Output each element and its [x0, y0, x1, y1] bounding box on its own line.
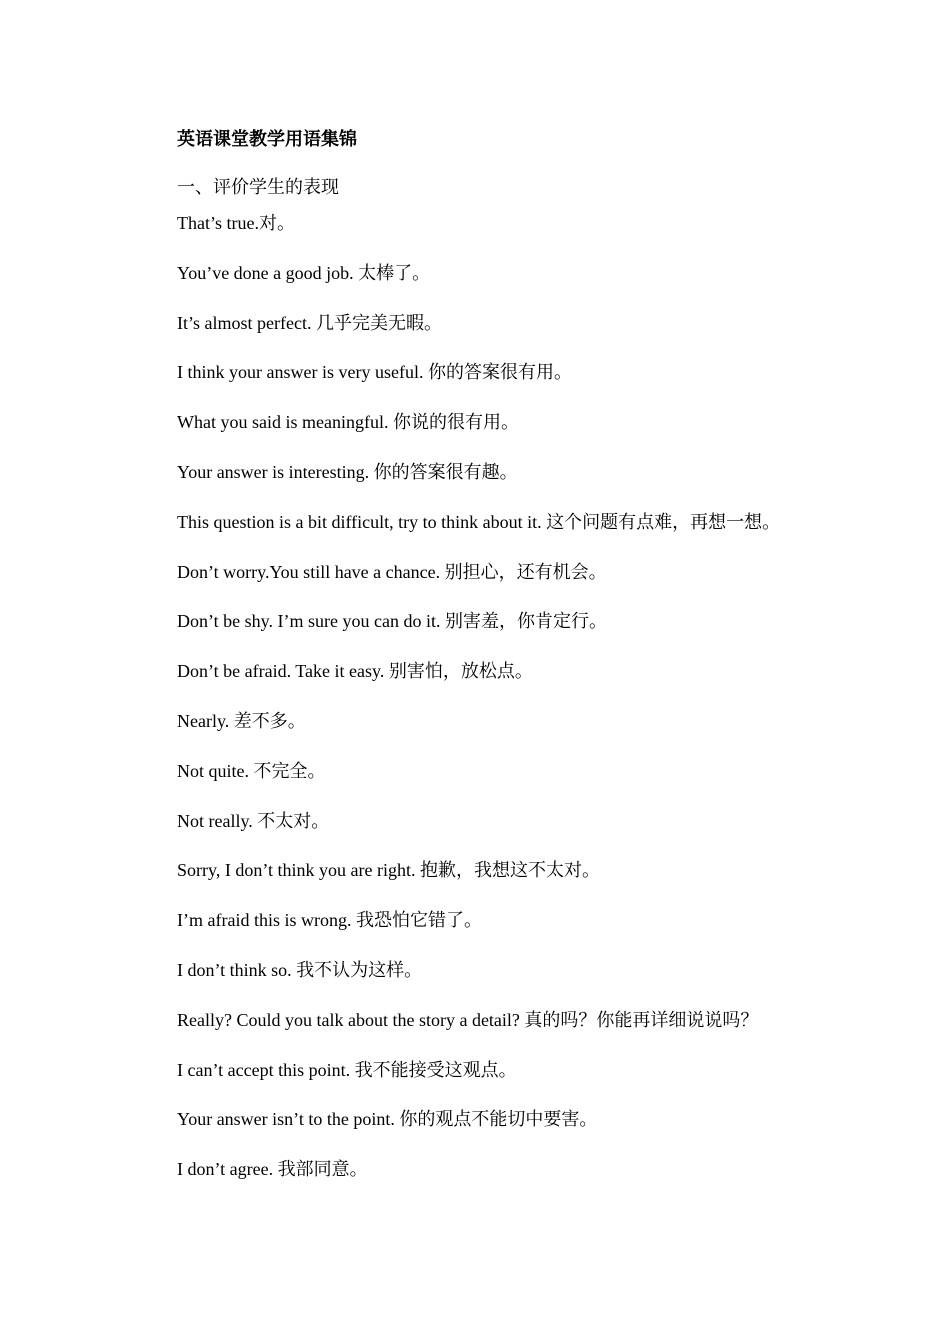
phrase-line: I don’t think so. 我不认为这样。: [177, 959, 423, 980]
phrase-line: Really? Could you talk about the story a detail? 真的吗？你能再详细说说吗？: [177, 1009, 759, 1030]
phrase-line: Don’t worry.You still have a chance. 别担心，还有机会。: [177, 561, 607, 582]
phrase-line: Your answer is interesting. 你的答案很有趣。: [177, 461, 518, 482]
phrase-line: Your answer isn’t to the point. 你的观点不能切中要害。: [177, 1109, 598, 1130]
phrase-line: I don’t agree. 我部同意。: [177, 1159, 368, 1180]
phrase-line: Sorry, I don’t think you are right. 抱歉，我想这不太对。: [177, 860, 600, 881]
phrase-line: Nearly. 差不多。: [177, 710, 306, 731]
phrase-line: That’s true.对。: [177, 213, 295, 233]
phrase-list: [177, 211, 937, 1207]
phrase-line: It’s almost perfect. 几乎完美无暇。: [177, 312, 442, 333]
phrase-line: What you said is meaningful. 你说的很有用。: [177, 412, 519, 433]
phrase-line: I’m afraid this is wrong. 我恐怕它错了。: [177, 910, 482, 931]
phrase-line: I think your answer is very useful. 你的答案很有用。: [177, 362, 572, 383]
phrase-line: Don’t be shy. I’m sure you can do it. 别害羞，你肯定行。: [177, 611, 607, 632]
phrase-line: Not quite. 不完全。: [177, 760, 326, 781]
phrase-line: This question is a bit difficult, try to think about it. 这个问题有点难，再想一想。: [177, 511, 781, 532]
phrase-line: I can’t accept this point. 我不能接受这观点。: [177, 1059, 517, 1080]
document-title: 英语课堂教学用语集锦: [177, 129, 357, 149]
phrase-line: You’ve done a good job. 太棒了。: [177, 262, 431, 283]
section-heading: 一、评价学生的表现: [177, 177, 339, 197]
phrase-line: Not really. 不太对。: [177, 810, 330, 831]
phrase-line: Don’t be afraid. Take it easy. 别害怕，放松点。: [177, 661, 533, 682]
